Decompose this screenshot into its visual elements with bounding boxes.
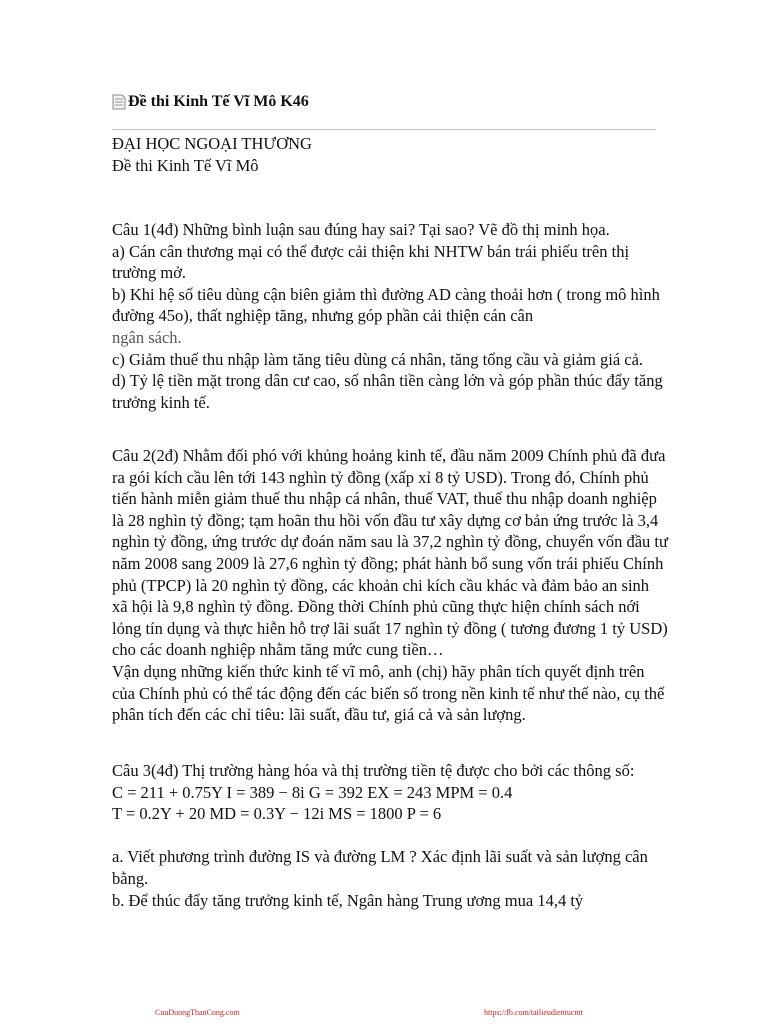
q1-intro: Câu 1(4đ) Những bình luận sau đúng hay sai? Tại sao? Vẽ đồ thị minh họa. [112, 220, 610, 239]
q3-equations-1: C = 211 + 0.75Y I = 389 − 8i G = 392 EX = 243 MPM = 0.4 [112, 782, 513, 802]
q3-spacer [112, 825, 668, 847]
title-divider [112, 129, 656, 130]
footer-source-left: CuuDuongThanCong.com [155, 1008, 240, 1017]
q3-item-a: a. Viết phương trình đường IS và đường LM ? Xác định lãi suất và sản lượng cân bằng. [112, 847, 648, 888]
document-icon [112, 94, 126, 110]
university-name: ĐẠI HỌC NGOẠI THƯƠNG [112, 134, 312, 153]
q3-equations-2: T = 0.2Y + 20 MD = 0.3Y − 12i MS = 1800 P = 6 [112, 804, 442, 824]
question-2 [112, 445, 668, 726]
footer-source-right: https://fb.com/tailieudientucntt [484, 1008, 583, 1017]
q2-paragraph-1: Câu 2(2đ) Nhằm đối phó với khủng hoảng kinh tế, đầu năm 2009 Chính phủ đã đưa ra gói kích cầu lên tới 143 nghìn tỷ đồng (xấp xỉ 8 tỷ USD). Trong đó, Chính phủ tiến hành miễn giảm thuế thu nhập cá nhân, thuế VAT, thuế thu nhập doanh nghiệp là 28 nghìn tỷ đồng; tạm hoãn thu hồi vốn đầu tư xây dựng cơ bản ứng trước là 3,4 nghìn tỷ đồng, ứng trước dự đoán năm sau là 37,2 nghìn tỷ đồng, chuyển vốn đầu tư năm 2008 sang 2009 là 27,6 nghìn tỷ đồng; phát hành bổ sung vốn trái phiếu Chính phủ (TPCP) là 20 nghìn tỷ đồng, các khoản chi kích cầu khác và đảm bảo an sinh xã hội là 9,8 nghìn tỷ đồng. Đồng thời Chính phủ cũng thực hiện chính sách nới lỏng tín dụng và thực hiễn hỗ trợ lãi suất 17 nghìn tỷ đồng ( tương đương 1 tỷ USD) cho các doanh nghiệp nhằm tăng mức cung tiền… [112, 446, 668, 660]
exam-subtitle: Đề thi Kinh Tế Vĩ Mô [112, 155, 259, 175]
question-3 [112, 760, 668, 911]
q1-item-a: a) Cán cân thương mại có thể được cải thiện khi NHTW bán trái phiếu trên thị trường mở. [112, 241, 630, 283]
q3-intro: Câu 3(4đ) Thị trường hàng hóa và thị trường tiền tệ được cho bởi các thông số: [112, 761, 635, 780]
document-title: Đề thi Kinh Tế Vĩ Mô K46 [128, 93, 309, 110]
q3-item-b: b. Để thúc đẩy tăng trưởng kinh tế, Ngân hàng Trung ương mua 14,4 tỷ [112, 890, 584, 910]
q1-item-b-tail: ngân sách. [112, 327, 182, 347]
q1-item-d: d) Tỷ lệ tiền mặt trong dân cư cao, số nhân tiền càng lớn và góp phần thúc đẩy tăng trưởng kinh tế. [112, 371, 663, 412]
q2-paragraph-2: Vận dụng những kiến thức kinh tế vĩ mô, anh (chị) hãy phân tích quyết định trên của Chính phủ có thể tác động đến các biến số trong nền kinh tế như thế nào, cụ thể phân tích đến các chỉ tiêu: lãi suất, đầu tư, giá cả và sản lượng. [112, 661, 665, 725]
heading-block [112, 133, 668, 176]
document-title-row [112, 93, 309, 111]
q1-item-b: b) Khi hệ số tiêu dùng cận biên giảm thì đường AD càng thoải hơn ( trong mô hình đường 45o), thất nghiệp tăng, nhưng góp phần cải thiện cán cân [112, 284, 660, 326]
q1-item-c: c) Giảm thuế thu nhập làm tăng tiêu dùng cá nhân, tăng tổng cầu và giảm giá cả. [112, 349, 644, 369]
question-1 [112, 219, 668, 413]
